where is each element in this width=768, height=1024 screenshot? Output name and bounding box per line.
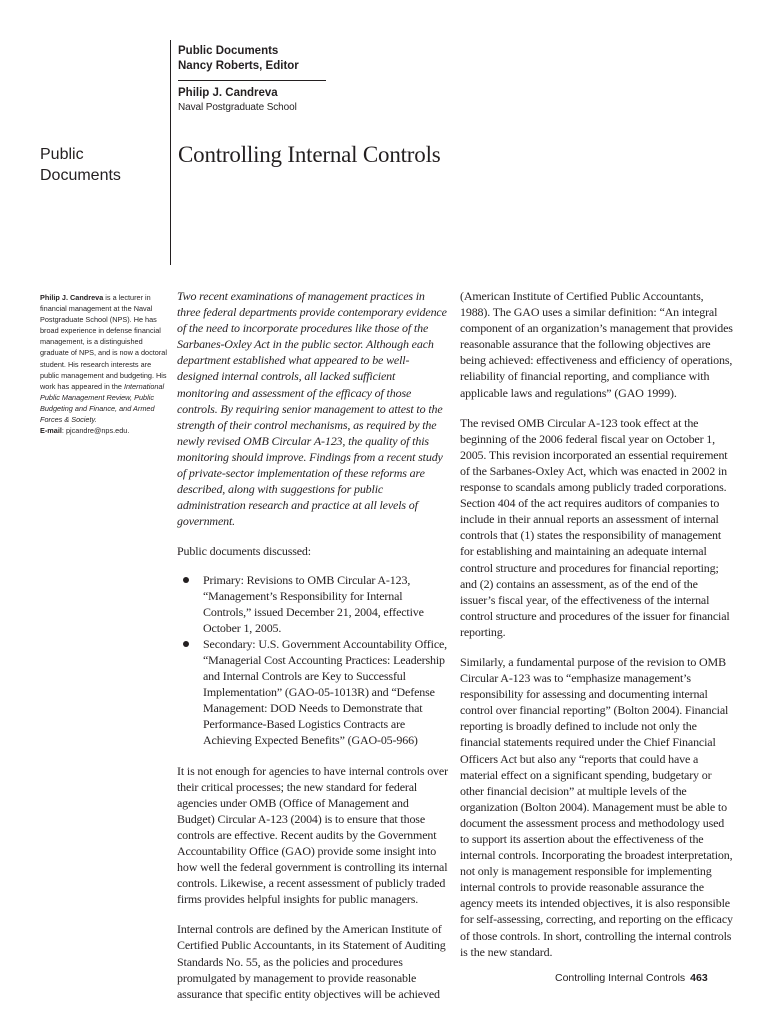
page-number: 463 (690, 972, 708, 984)
bullet-icon (183, 577, 189, 583)
text-column-left (177, 288, 449, 1016)
page-header (178, 44, 478, 115)
body-paragraph: It is not enough for agencies to have internal controls over their critical processes; the new standard for federal agencies under OMB (Office of Management and Budget) Circular A-123 (2004) is to ensure that those controls are effective. Recent audits by the Government Accountability Office (GAO) provide some insight into how well the federal government is controlling its internal controls. Likewise, a recent assessment of publicly traded firms provides helpful insights for public managers. (177, 763, 448, 907)
documents-discussed-list (177, 572, 449, 749)
header-divider (178, 80, 326, 81)
text-column-right (460, 288, 735, 974)
body-paragraph: Similarly, a fundamental purpose of the revision to OMB Circular A-123 was to “emphasize management’s responsibility for assessing and documenting internal control over financial reporting” (Bolton 2004). Financial reporting is broadly defined to include not only the financial statements required under the Chief Financial Officers Act but also any “reports that could have a material effect on a significant spending, budgetary or other financial decision” at multiple levels of the organization (Bolton 2004). Management must be able to document the assessment process and methodology used to support its assertion about the effectiveness of the internal controls. Incorporating the broadest interpretation, not only is management responsible for implementing internal controls to provide reasonable assurance the agency meets its intended objectives, it is also responsible for self-assessing, correcting, and reporting on the efficacy of those controls. In short, controlling the internal controls is the new standard. (460, 654, 733, 959)
bio-author-name: Philip J. Candreva (40, 293, 104, 302)
author-name: Philip J. Candreva (178, 87, 278, 99)
running-title: Controlling Internal Controls (555, 972, 686, 984)
bio-email-label: E-mail (40, 426, 62, 436)
bio-text: is a lecturer in financial management at the Naval Postgraduate School (NPS). He has broad experience in defense financial management, is a distinguished graduate of NPS, and is now a doctoral student. His research interests are public management and budgeting. His work has appeared in the (40, 293, 167, 391)
department-name: Public Documents (178, 45, 279, 57)
documents-discussed-heading: Public documents discussed: (177, 544, 311, 559)
header-vertical-rule (170, 40, 171, 265)
abstract: Two recent examinations of management practices in three federal departments provide contemporary evidence of the need to incorporate procedures like those of the Sarbanes-Oxley Act in the public sector. Although each department established what appeared to be well-designed internal controls, all lacked sufficient monitoring and assessment of the efficacy of those controls. By requiring senior management to attest to the strength of their control mechanisms, as required by the newly revised OMB Circular A-123, the quality of this monitoring should improve. Findings from a recent study of private-sector implementation of these reforms are described, along with suggestions for public administration research and practice at all levels of government. (177, 289, 447, 529)
author-bio: Philip J. Candreva is a lecturer in financial management at the Naval Postgraduate School (NPS). He has broad experience in defense financial management, is a distinguished graduate of NPS, and is now a doctoral student. His research interests are public management and budgeting. His work has appeared in the International Public Management Review, Public Budgeting and Finance, and Armed Forces & Society. E-mail: pjcandre@nps.edu. (40, 293, 167, 436)
author-affiliation: Naval Postgraduate School (178, 102, 297, 113)
bio-journals: International Public Management Review, Public Budgeting and Finance, and Armed Forces & Society. (40, 381, 165, 425)
list-item: Secondary: U.S. Government Accountability Office, “Managerial Cost Accounting Practices: Leadership and Internal Controls are Key to Successful Implementation” (GAO-05-1013R) and “Defense Management: DOD Needs to Demonstrate that Performance-Based Logistics Contracts are Achieving Expected Benefits” (GAO-05-966) (203, 636, 449, 749)
bullet-icon (183, 641, 189, 647)
body-paragraph: (American Institute of Certified Public Accountants, 1988). The GAO uses a similar definition: “An integral component of an organization’s management that provides reasonable assurance that the following objectives are being achieved: effectiveness and efficiency of operations, reliability of financial reporting, and compliance with applicable laws and regulations” (GAO 1999). (460, 289, 733, 400)
editor-name: Nancy Roberts, Editor (178, 60, 299, 72)
article-title: Controlling Internal Controls (178, 142, 441, 167)
page-footer (555, 971, 708, 985)
body-paragraph: Internal controls are defined by the American Institute of Certified Public Accountants, in its Statement of Auditing Standards No. 55, as the policies and procedures promulgated by management to provide reasonable assurance that specific entity objectives will be achieved (177, 922, 446, 1001)
list-item: Primary: Revisions to OMB Circular A-123, “Management’s Responsibility for Internal Controls,” issued December 21, 2004, effective October 1, 2005. (203, 572, 449, 636)
section-label: Public Documents (40, 146, 121, 184)
body-paragraph: The revised OMB Circular A-123 took effect at the beginning of the 2006 federal fiscal year on October 1, 2005. This revision incorporated an essential requirement of the Sarbanes-Oxley Act, which was enacted in 2002 in response to scandals among publicly traded corporations. Section 404 of the act requires auditors of companies to include in their annual reports an assessment of internal controls that (1) states the responsibility of management for establishing and maintaining an adequate internal control structure and procedures for financial reporting; and (2) contains an assessment, as of the end of the issuer’s fiscal year, of the effectiveness of the internal control structure and procedures of the issuer for financial reporting. (460, 415, 730, 639)
bio-email: pjcandre@nps.edu. (65, 426, 130, 436)
